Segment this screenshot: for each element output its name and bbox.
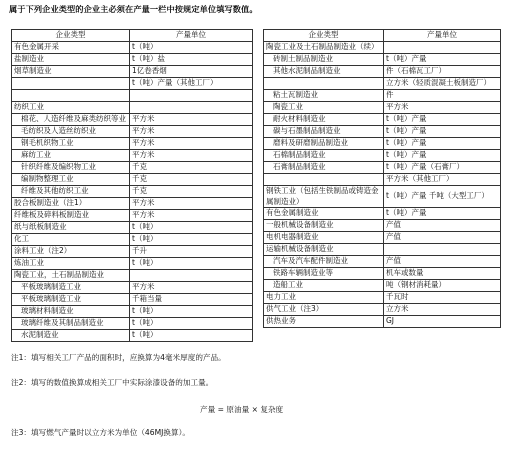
cell-unit: 平方米 [130, 150, 253, 162]
cell-unit: 立方米 [384, 304, 501, 316]
table-row [264, 292, 501, 304]
cell-unit: 千瓦时 [384, 292, 501, 304]
cell-unit: 平方米（其他工厂） [384, 174, 501, 186]
cell-type: 供热业务 [264, 316, 384, 328]
cell-unit: t（吨） [130, 222, 253, 234]
table-row [12, 234, 253, 246]
table-row [264, 256, 501, 268]
cell-unit: t（吨）产量 [384, 54, 501, 66]
cell-type [12, 90, 130, 102]
cell-unit: t（吨） [130, 330, 253, 342]
table-row [12, 90, 253, 102]
table-row [12, 162, 253, 174]
table-row [12, 54, 253, 66]
cell-type: 石膏制品制造业 [264, 162, 384, 174]
cell-unit: 产值 [384, 232, 501, 244]
cell-unit: 平方米 [130, 282, 253, 294]
cell-unit: 平方米 [130, 126, 253, 138]
table-row [264, 186, 501, 208]
cell-type: 水泥制造业 [12, 330, 130, 342]
table-row [12, 210, 253, 222]
cell-type: 耐火材料制造业 [264, 114, 384, 126]
cell-unit [130, 102, 253, 114]
table-row [264, 162, 501, 174]
note-2: 注2：填写的数值换算成相关工厂中实际涂漆设备的加工量。 [11, 378, 214, 387]
table-row [264, 102, 501, 114]
cell-type: 胶合板制造业（注1） [12, 198, 130, 210]
cell-type: 电机电器制造业 [264, 232, 384, 244]
table-row [12, 114, 253, 126]
cell-unit: 吨（钢材消耗量） [384, 280, 501, 292]
table-row [12, 270, 253, 282]
table-row [12, 126, 253, 138]
table-row [12, 282, 253, 294]
cell-unit: 件 [384, 90, 501, 102]
cell-unit: 产值 [384, 256, 501, 268]
intro-text: 属于下列企业类型的企业主必须在产量一栏中按规定单位填写数值。 [9, 4, 258, 14]
cell-type: 玻璃材料制造业 [12, 306, 130, 318]
cell-unit [384, 42, 501, 54]
table-row [12, 174, 253, 186]
cell-unit: 千箱当量 [130, 294, 253, 306]
header-unit: 产量单位 [130, 30, 253, 42]
header-type: 企业类型 [12, 30, 130, 42]
cell-unit [384, 244, 501, 256]
cell-unit: 千克 [130, 174, 253, 186]
table-row [12, 222, 253, 234]
table-row [264, 244, 501, 256]
cell-unit: t（吨）产量（其他工厂） [130, 78, 253, 90]
cell-type: 汽车及汽车配件制造业 [264, 256, 384, 268]
cell-type: 针织纤维及编织物工业 [12, 162, 130, 174]
table-row [264, 174, 501, 186]
cell-type: 运输机械设备制造业 [264, 244, 384, 256]
cell-type: 钢毛机织物工业 [12, 138, 130, 150]
cell-unit: t（吨）产量 [384, 114, 501, 126]
table-row [264, 126, 501, 138]
cell-type: 麻纺工业 [12, 150, 130, 162]
table-row [12, 78, 253, 90]
cell-type: 玻璃纤维及其制品制造业 [12, 318, 130, 330]
cell-type: 钢铁工业（包括生铁制品或铸造金属制造业） [264, 186, 384, 208]
table-row [264, 78, 501, 90]
cell-type: 纤维及其他纺织工业 [12, 186, 130, 198]
cell-type: 其他水泥制品制造业 [264, 66, 384, 78]
table-row [12, 186, 253, 198]
cell-unit: t（吨）产量 [384, 126, 501, 138]
cell-unit: 平方米 [130, 198, 253, 210]
cell-type: 陶瓷工业 [264, 102, 384, 114]
cell-type: 有色金属制造业 [264, 208, 384, 220]
table-row [264, 232, 501, 244]
table-row [12, 258, 253, 270]
cell-unit: t（吨）产量（石膏厂） [384, 162, 501, 174]
cell-unit [130, 270, 253, 282]
cell-type: 供气工业（注3） [264, 304, 384, 316]
cell-type: 电力工业 [264, 292, 384, 304]
cell-unit: 平方米 [130, 138, 253, 150]
cell-unit: t（吨） [130, 318, 253, 330]
cell-unit: 千克 [130, 162, 253, 174]
table-row [264, 66, 501, 78]
cell-type [264, 78, 384, 90]
left-table-header [12, 30, 253, 42]
cell-unit: t（吨） [130, 258, 253, 270]
cell-type: 陶瓷工业，土石制品制造业 [12, 270, 130, 282]
cell-type: 编制物整理工业 [12, 174, 130, 186]
cell-unit: 件（石棉瓦工厂） [384, 66, 501, 78]
cell-unit [130, 90, 253, 102]
cell-unit: 产值 [384, 220, 501, 232]
table-row [264, 150, 501, 162]
cell-unit: 1亿卷香烟 [130, 66, 253, 78]
cell-unit: t（吨） [130, 306, 253, 318]
cell-unit: t（吨）盐 [130, 54, 253, 66]
cell-type: 盐制造业 [12, 54, 130, 66]
formula: 产量 = 原油量 × 复杂度 [200, 405, 284, 414]
table-row [12, 138, 253, 150]
table-row [12, 66, 253, 78]
cell-unit: t（吨） [130, 42, 253, 54]
cell-unit: t（吨）产量 [384, 208, 501, 220]
cell-unit: GJ [384, 316, 501, 328]
left-table [11, 29, 253, 342]
table-row [264, 54, 501, 66]
cell-type: 纸与纸板制造业 [12, 222, 130, 234]
table-row [264, 220, 501, 232]
table-row [264, 268, 501, 280]
cell-type [264, 174, 384, 186]
cell-type: 砖制土制品制造业 [264, 54, 384, 66]
table-row [264, 280, 501, 292]
cell-type: 平板玻璃制造工业 [12, 294, 130, 306]
cell-type: 毛纺织及人造丝纺织业 [12, 126, 130, 138]
cell-unit: 平方米 [384, 102, 501, 114]
cell-type: 涂料工业（注2） [12, 246, 130, 258]
table-row [12, 318, 253, 330]
table-row [264, 304, 501, 316]
cell-unit: t（吨）产量 [384, 138, 501, 150]
cell-type: 平板玻璃制造工业 [12, 282, 130, 294]
cell-unit: 千克 [130, 186, 253, 198]
cell-unit: 平方米 [130, 114, 253, 126]
cell-type: 造船工业 [264, 280, 384, 292]
cell-type: 炼油工业 [12, 258, 130, 270]
cell-type: 石棉制品制造业 [264, 150, 384, 162]
cell-unit: t（吨） [130, 234, 253, 246]
cell-unit: 平方米 [130, 210, 253, 222]
cell-unit: 立方米（轻质混凝土板制造厂） [384, 78, 501, 90]
table-row [12, 150, 253, 162]
table-row [264, 42, 501, 54]
cell-type: 铁路车辆制造业等 [264, 268, 384, 280]
cell-type: 磨料及研磨制品制造业 [264, 138, 384, 150]
table-row [12, 246, 253, 258]
cell-unit: t（吨）产量 [384, 150, 501, 162]
table-row [264, 90, 501, 102]
cell-type: 烟草制造业 [12, 66, 130, 78]
table-row [12, 42, 253, 54]
cell-type: 陶瓷工业及土石制品制造业（续） [264, 42, 384, 54]
note-1: 注1：填写相关工厂产品的面积时，应换算为4毫米厚度的产品。 [11, 353, 226, 362]
header-unit: 产量单位 [384, 30, 501, 42]
header-type: 企业类型 [264, 30, 384, 42]
cell-type: 化工 [12, 234, 130, 246]
cell-unit: 机车或数量 [384, 268, 501, 280]
table-row [264, 316, 501, 328]
table-row [12, 102, 253, 114]
cell-unit: 千升 [130, 246, 253, 258]
cell-type: 纺织工业 [12, 102, 130, 114]
table-row [12, 294, 253, 306]
note-3: 注3：填写燃气产量时以立方米为单位（46MJ换算）。 [11, 428, 190, 437]
right-table [263, 29, 501, 328]
cell-type: 棉花、人造纤维及麻类纺织等业 [12, 114, 130, 126]
cell-type: 粘土瓦制造业 [264, 90, 384, 102]
cell-type [12, 78, 130, 90]
cell-type: 碳与石墨制品制造业 [264, 126, 384, 138]
cell-unit: t（吨）产量 千吨（大型工厂） [384, 186, 501, 208]
cell-type: 一般机械设备制造业 [264, 220, 384, 232]
table-row [264, 138, 501, 150]
table-row [264, 208, 501, 220]
table-row [12, 330, 253, 342]
right-table-header [264, 30, 501, 42]
table-row [264, 114, 501, 126]
table-row [12, 306, 253, 318]
table-row [12, 198, 253, 210]
cell-type: 有色金属开采 [12, 42, 130, 54]
cell-type: 纤维板及碎料板制造业 [12, 210, 130, 222]
